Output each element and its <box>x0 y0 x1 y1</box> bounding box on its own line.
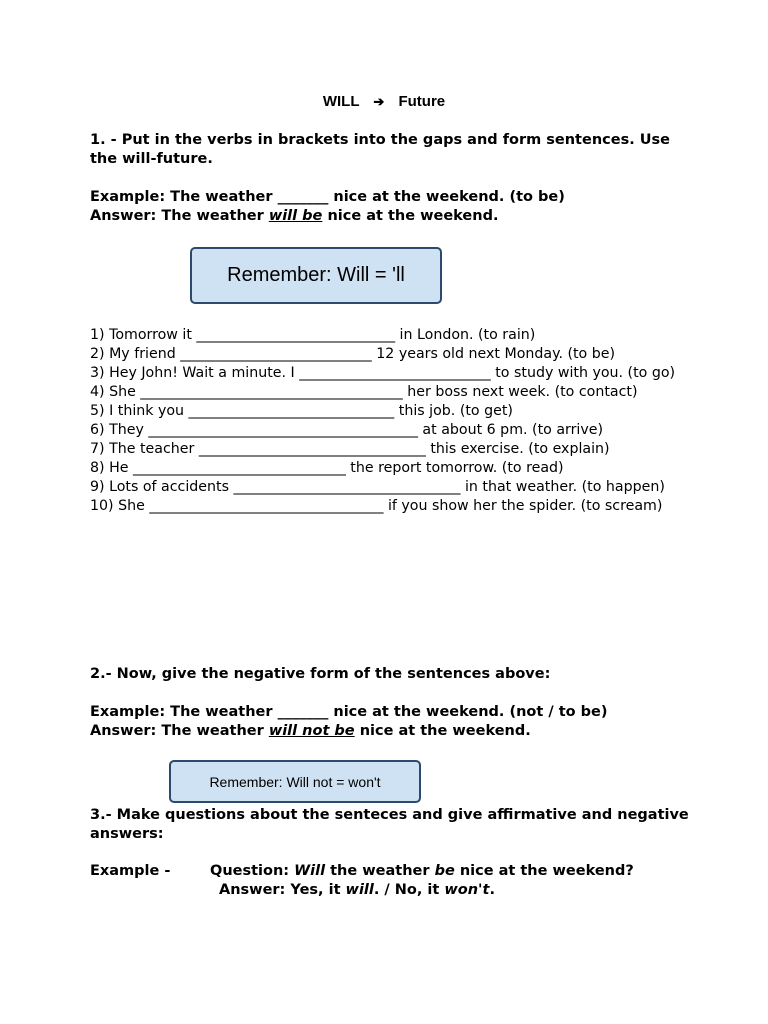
question-will: Will <box>294 863 326 879</box>
question-be: be <box>434 863 455 879</box>
list-item: 8) He ______________________________ the report tomorrow. (to read) <box>90 460 564 476</box>
answer-prefix: Answer: The weather <box>90 723 269 739</box>
list-item: 6) They ______________________________________ at about 6 pm. (to arrive) <box>90 422 604 438</box>
section2-heading: 2.- Now, give the negative form of the sentences above: <box>90 666 551 682</box>
list-item: 2) My friend ___________________________ 12 years old next Monday. (to be) <box>90 346 616 362</box>
section3-heading: 3.- Make questions about the senteces and give affirmative and negative answers: <box>90 807 689 842</box>
list-item: 10) She _________________________________ if you show her the spider. (to scream) <box>90 498 663 514</box>
question-mid: the weather <box>325 863 435 879</box>
exercise-list <box>90 326 690 516</box>
example-label: Example - <box>90 863 171 879</box>
answer-prefix: Answer: The weather <box>90 208 269 224</box>
right-arrow-icon: ➔ <box>373 94 385 109</box>
section3-question-line <box>90 862 690 881</box>
section1-example <box>90 188 690 226</box>
section2-answer-line <box>90 722 690 741</box>
answer-will: will <box>345 882 374 898</box>
section3-example <box>90 862 690 900</box>
section1-answer-line <box>90 207 690 226</box>
answer-suffix: nice at the weekend. <box>322 208 499 224</box>
section1-example-line: Example: The weather _______ nice at the weekend. (to be) <box>90 189 565 205</box>
list-item: 1) Tomorrow it ____________________________ in London. (to rain) <box>90 327 536 343</box>
section2-example <box>90 703 690 741</box>
section1-heading: 1. - Put in the verbs in brackets into the gaps and form sentences. Use the will-future. <box>90 132 670 167</box>
list-item: 9) Lots of accidents ________________________________ in that weather. (to happen) <box>90 479 665 495</box>
answer-emphasis: will be <box>268 208 323 224</box>
title-future: Future <box>398 93 446 110</box>
list-item: 4) She _____________________________________ her boss next week. (to contact) <box>90 384 638 400</box>
answer-end: . <box>489 882 495 898</box>
answer-mid: . / No, it <box>373 882 445 898</box>
list-item: 7) The teacher ________________________________ this exercise. (to explain) <box>90 441 610 457</box>
question-end: nice at the weekend? <box>454 863 634 879</box>
remember-box-will: Remember: Will = 'll <box>190 247 442 304</box>
list-item: 5) I think you _____________________________ this job. (to get) <box>90 403 513 419</box>
answer-wont: won't <box>444 882 490 898</box>
page-title <box>0 93 768 110</box>
answer-label: Answer: Yes, it <box>219 882 346 898</box>
section2-example-line: Example: The weather _______ nice at the weekend. (not / to be) <box>90 704 608 720</box>
list-item: 3) Hey John! Wait a minute. I ___________________________ to study with you. (to go) <box>90 365 676 381</box>
question-label: Question: <box>210 863 295 879</box>
section3-answer-line <box>90 881 690 900</box>
answer-emphasis: will not be <box>268 723 355 739</box>
answer-suffix: nice at the weekend. <box>354 723 531 739</box>
title-will: WILL <box>322 93 360 110</box>
remember-box-wont: Remember: Will not = won't <box>169 760 421 803</box>
